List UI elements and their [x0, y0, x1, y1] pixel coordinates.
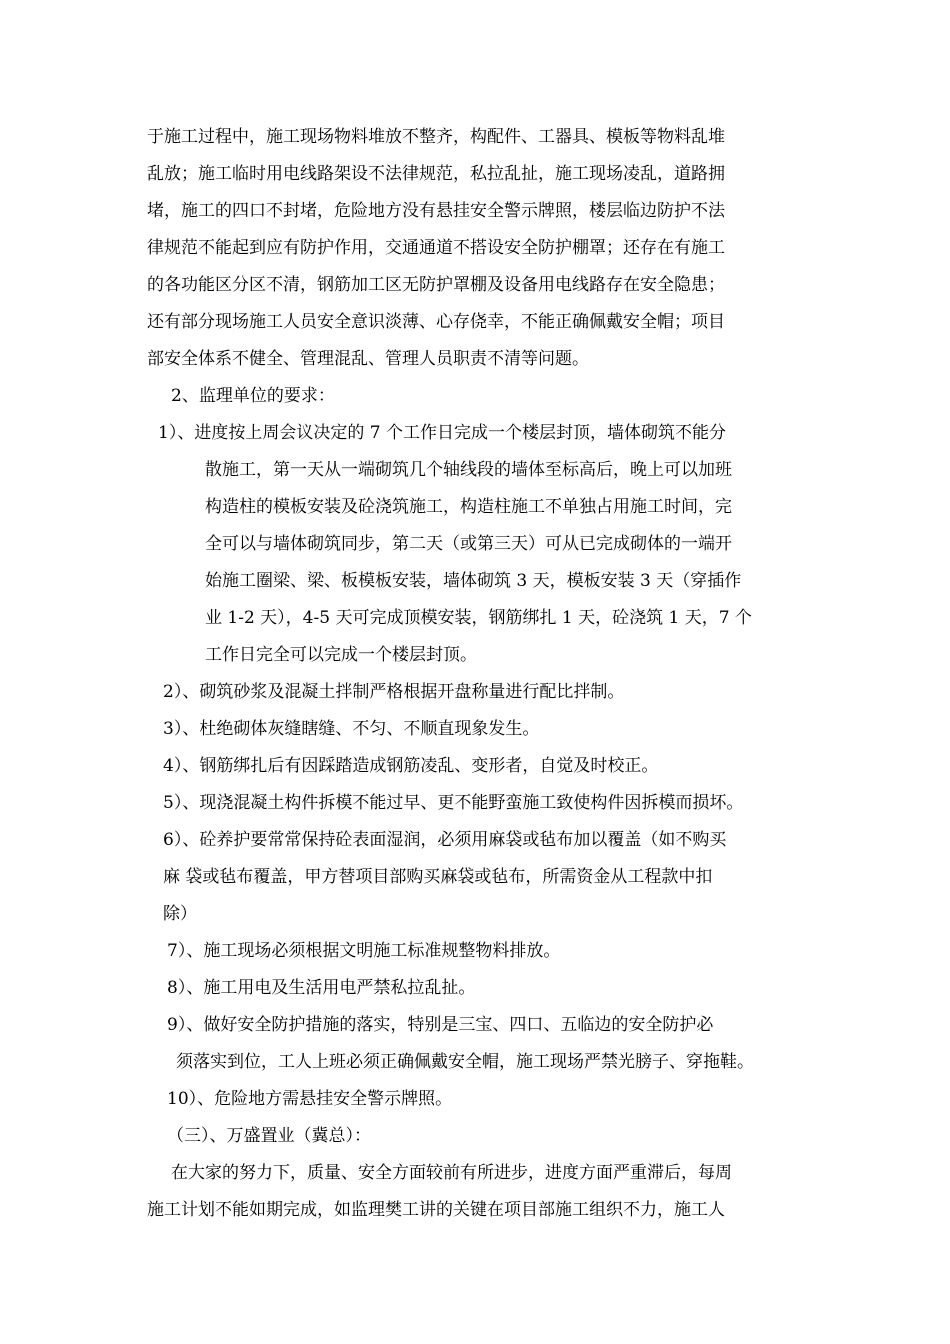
list-item: 8）、施工用电及生活用电严禁私拉乱扯。 — [167, 978, 476, 998]
list-item-continuation: 工作日完全可以完成一个楼层封顶。 — [205, 645, 477, 665]
list-item-continuation: 业 1-2 天），4-5 天可完成顶模安装，钢筋绑扎 1 天，砼浇筑 1 天，7 个 — [205, 608, 752, 628]
list-item: 7）、施工现场必须根据文明施工标准规整物料排放。 — [167, 941, 561, 961]
list-item: 3）、杜绝砌体灰缝瞎缝、不匀、不顺直现象发生。 — [163, 719, 540, 739]
paragraph-line: 于施工过程中，施工现场物料堆放不整齐，构配件、工器具、模板等物料乱堆 — [147, 127, 725, 147]
list-item-continuation: 散施工，第一天从一端砌筑几个轴线段的墙体至标高后，晚上可以加班 — [205, 460, 732, 480]
list-item: 9）、做好安全防护措施的落实，特别是三宝、四口、五临边的安全防护必 — [167, 1015, 714, 1035]
paragraph-line: 在大家的努力下，质量、安全方面较前有所进步，进度方面严重滞后，每周 — [171, 1163, 732, 1183]
list-item: 1）、进度按上周会议决定的 7 个工作日完成一个楼层封顶，墙体砌筑不能分 — [158, 423, 726, 443]
paragraph-line: 施工计划不能如期完成，如监理樊工讲的关键在项目部施工组织不力，施工人 — [147, 1200, 725, 1220]
paragraph-line: 律规范不能起到应有防护作用，交通通道不搭设安全防护棚罩；还存在有施工 — [147, 238, 725, 258]
list-item: 5）、现浇混凝土构件拆模不能过早、更不能野蛮施工致使构件因拆模而损坏。 — [163, 793, 744, 813]
list-item-continuation: 须落实到位，工人上班必须正确佩戴安全帽，施工现场严禁光膀子、穿拖鞋。 — [176, 1052, 754, 1072]
list-item: 10）、危险地方需悬挂安全警示牌照。 — [167, 1089, 453, 1109]
list-item: 2）、砌筑砂浆及混凝土拌制严格根据开盘称量进行配比拌制。 — [163, 682, 625, 702]
section-heading: （三）、万盛置业（冀总）： — [167, 1126, 371, 1146]
list-item-continuation: 全可以与墙体砌筑同步，第二天（或第三天）可从已完成砌体的一端开 — [205, 534, 732, 554]
paragraph-line: 部安全体系不健全、管理混乱、管理人员职责不清等问题。 — [147, 349, 589, 369]
list-item-continuation: 始施工圈梁、梁、板模板安装，墙体砌筑 3 天，模板安装 3 天（穿插作 — [205, 571, 742, 591]
section-heading: 2、监理单位的要求： — [171, 386, 335, 406]
paragraph-line: 堵，施工的四口不封堵，危险地方没有悬挂安全警示牌照，楼层临边防护不法 — [147, 201, 725, 221]
paragraph-line: 还有部分现场施工人员安全意识淡薄、心存侥幸，不能正确佩戴安全帽；项目 — [147, 312, 725, 332]
list-item-continuation: 除） — [163, 904, 197, 924]
list-item-continuation: 构造柱的模板安装及砼浇筑施工，构造柱施工不单独占用施工时间，完 — [205, 497, 732, 517]
paragraph-line: 乱放；施工临时用电线路架设不法律规范，私拉乱扯，施工现场凌乱，道路拥 — [147, 164, 725, 184]
list-item: 4）、钢筋绑扎后有因踩踏造成钢筋凌乱、变形者，自觉及时校正。 — [163, 756, 659, 776]
list-item-continuation: 麻 袋或毡布覆盖，甲方替项目部购买麻袋或毡布，所需资金从工程款中扣 — [163, 867, 713, 887]
list-item: 6）、砼养护要常常保持砼表面湿润，必须用麻袋或毡布加以覆盖（如不购买 — [163, 830, 727, 850]
paragraph-line: 的各功能区分区不清，钢筋加工区无防护罩棚及设备用电线路存在安全隐患； — [147, 275, 725, 295]
